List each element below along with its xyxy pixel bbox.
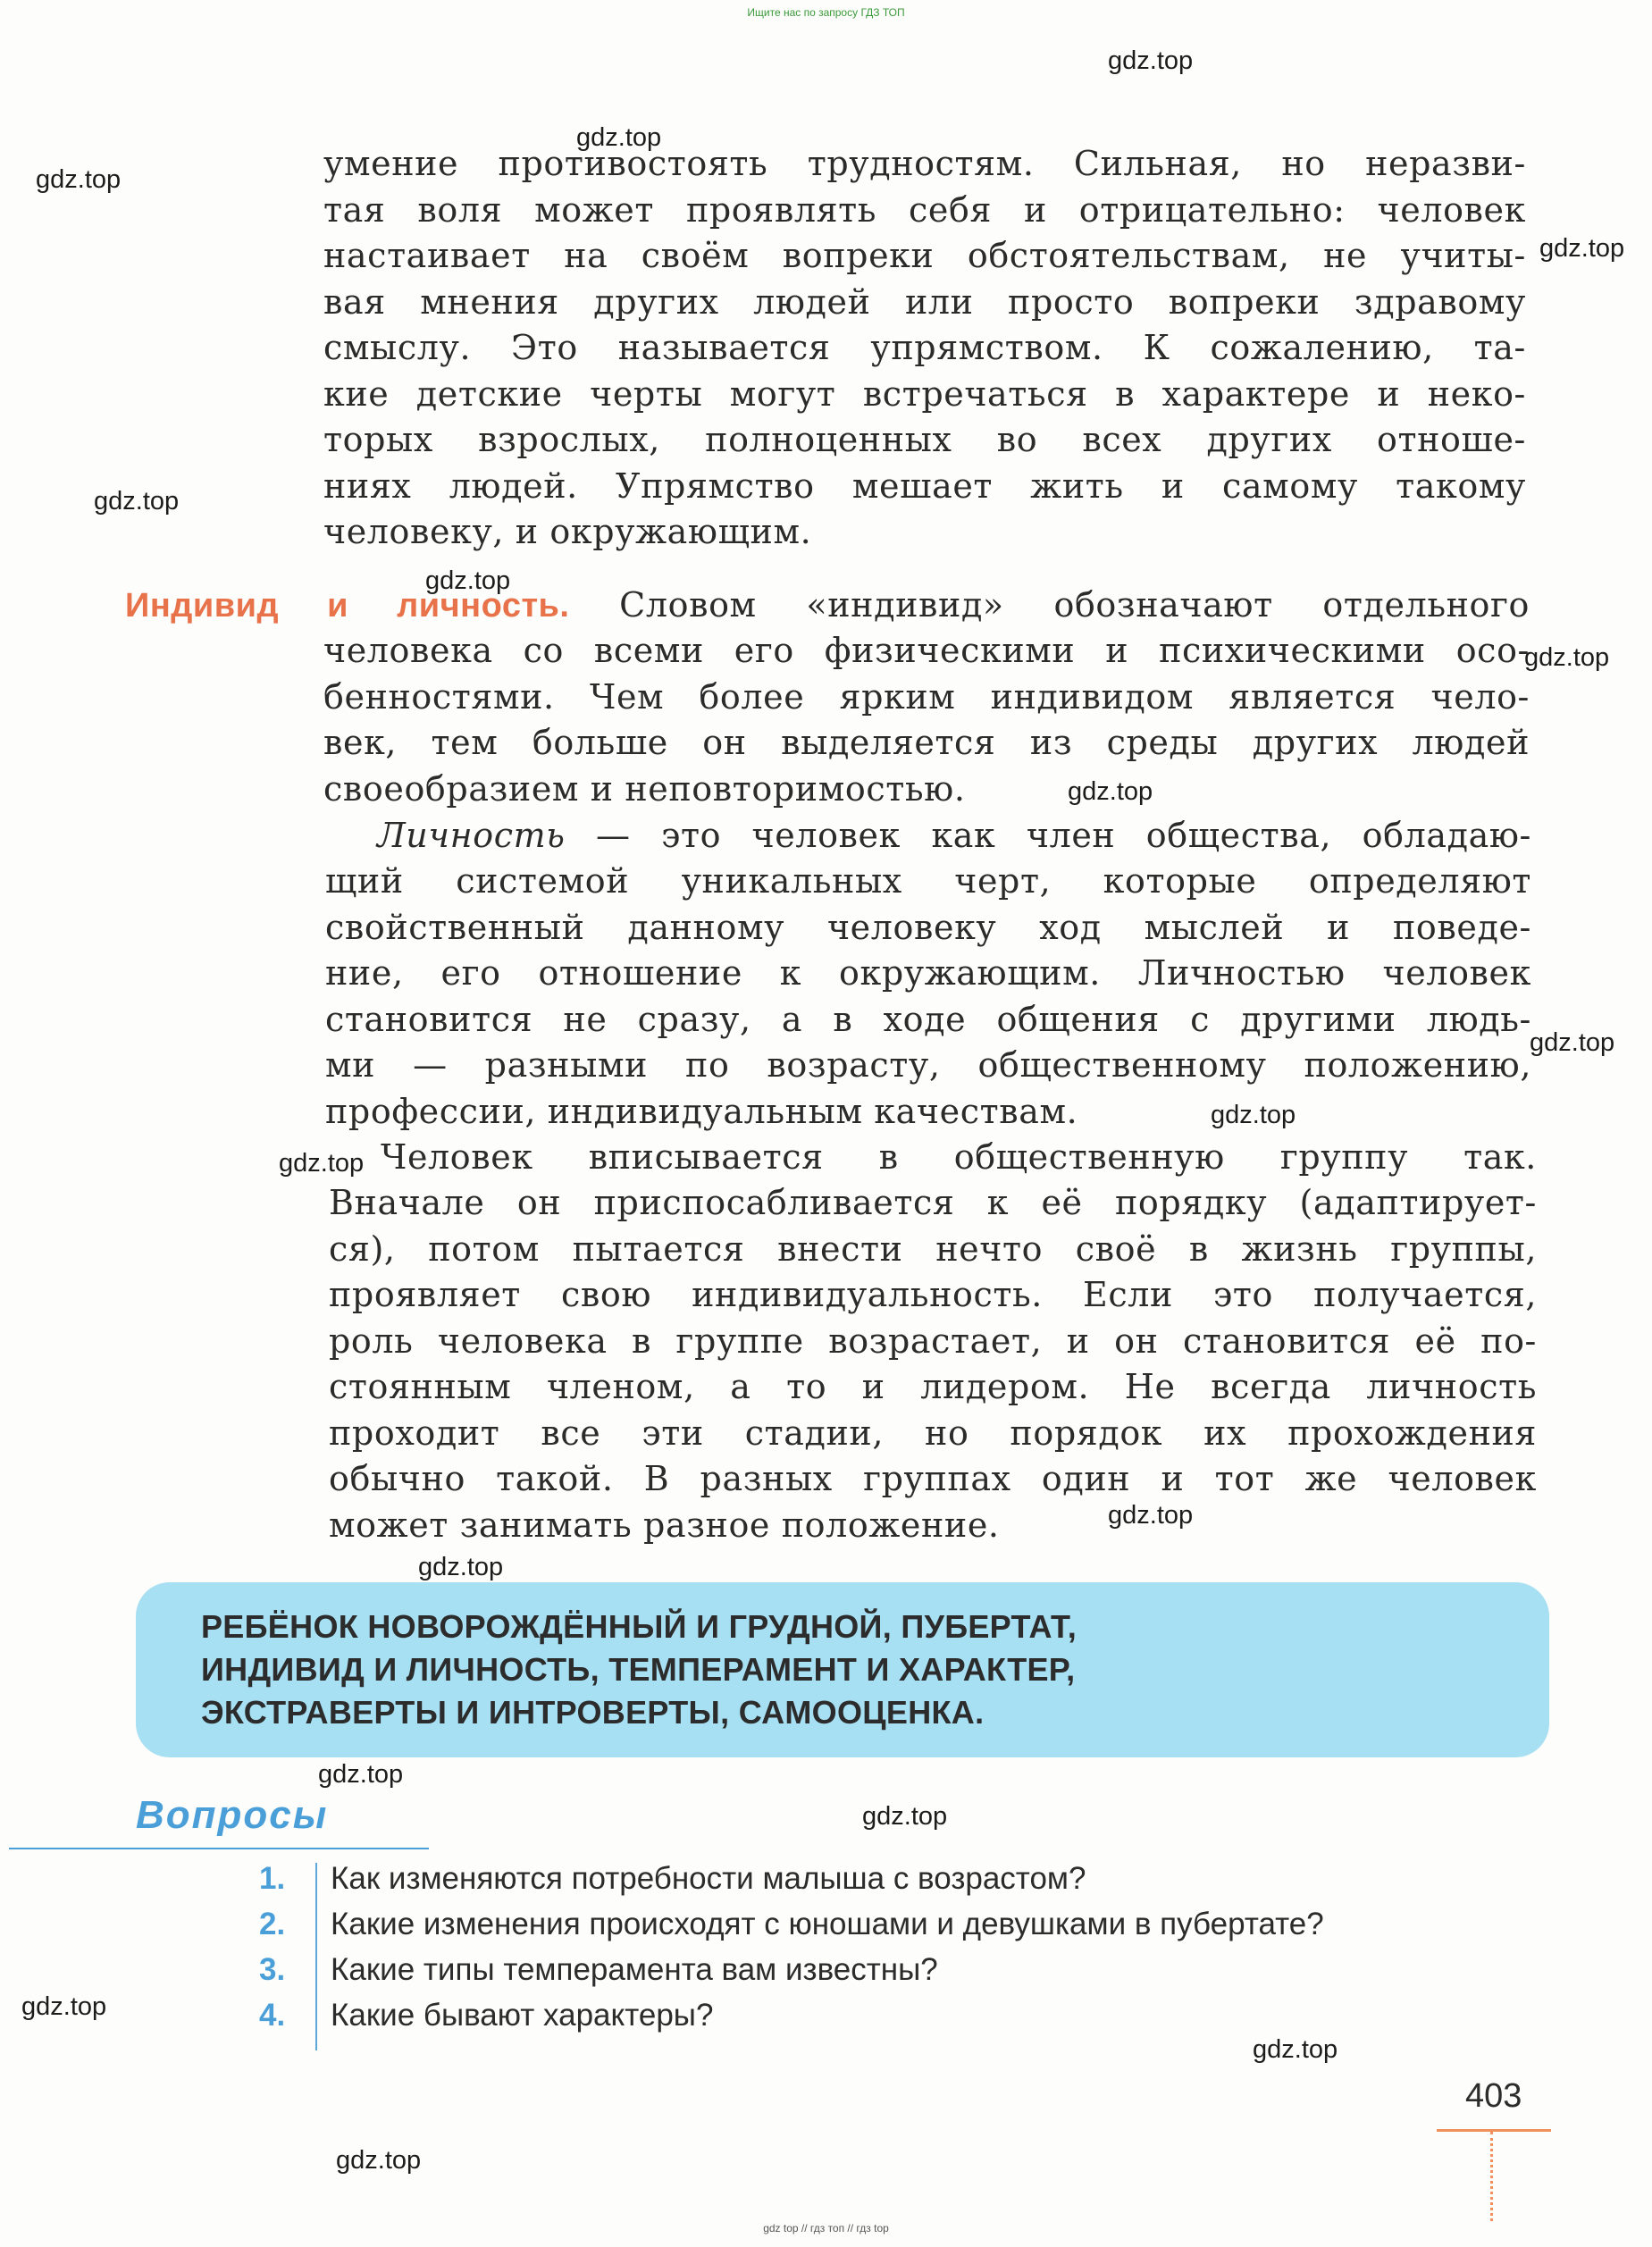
- text-line: человека со всеми его физическими и психическими осо-: [323, 631, 1530, 670]
- paragraph-personality-first: [377, 813, 1531, 859]
- question-item: [259, 1947, 1564, 1992]
- text-line: щий системой уникальных черт, которые определяют: [325, 861, 1531, 901]
- paragraph-group-first: [381, 1135, 1537, 1181]
- question-number: 4.: [259, 1998, 286, 2033]
- question-text: Какие бывают характеры?: [331, 1998, 714, 2033]
- paragraph-will: [323, 141, 1526, 556]
- question-number: 2.: [259, 1907, 286, 1941]
- bottom-banner: gdz top // гдз топ // гдз top: [763, 2222, 889, 2234]
- text-line: ми — разными по возрасту, общественному положению,: [325, 1045, 1531, 1085]
- watermark: gdz.top: [21, 1992, 107, 2021]
- text-line: становится не сразу, а в ходе общения с другими людь-: [325, 999, 1531, 1039]
- question-text: Какие изменения происходят с юношами и девушками в пубертате?: [331, 1907, 1324, 1941]
- section-heading: Индивид и личность.: [125, 587, 570, 625]
- watermark: gdz.top: [36, 165, 122, 194]
- text-line: своеобразием и неповторимостью.: [323, 768, 966, 809]
- page-number-dots: [1490, 2132, 1493, 2221]
- key-terms-line: ЭКСТРАВЕРТЫ И ИНТРОВЕРТЫ, САМООЦЕНКА.: [201, 1694, 985, 1731]
- top-banner: Ищите нас по запросу ГДЗ ТОП: [747, 6, 905, 19]
- question-number: 1.: [259, 1861, 286, 1896]
- watermark: gdz.top: [1253, 2035, 1338, 2064]
- text-line: проявляет свою индивидуальность. Если это получается,: [329, 1275, 1537, 1314]
- key-terms-line: РЕБЁНОК НОВОРОЖДЁННЫЙ И ГРУДНОЙ, ПУБЕРТАТ,: [201, 1608, 1078, 1645]
- watermark: gdz.top: [318, 1760, 404, 1789]
- watermark: gdz.top: [1108, 46, 1194, 75]
- key-terms-line: ИНДИВИД И ЛИЧНОСТЬ, ТЕМПЕРАМЕНТ И ХАРАКТЕР,: [201, 1651, 1076, 1688]
- text-line: ся), потом пытается внести нечто своё в жизнь группы,: [329, 1228, 1537, 1269]
- question-item: [259, 1856, 1564, 1901]
- text-line: кие детские черты могут встречаться в характере и неко-: [323, 373, 1526, 414]
- question-item: [259, 1901, 1564, 1947]
- watermark: gdz.top: [1108, 1501, 1194, 1530]
- watermark: gdz.top: [425, 566, 511, 595]
- text-line: проходит все эти стадии, но порядок их прохождения: [329, 1413, 1537, 1453]
- italic-term: Личность: [377, 816, 566, 855]
- watermark: gdz.top: [94, 487, 180, 516]
- section-individual: [125, 583, 1530, 630]
- text-line: смыслу. Это называется упрямством. К сожалению, та-: [323, 328, 1526, 367]
- paragraph-personality: [325, 859, 1531, 1135]
- text-line: роль человека в группе возрастает, и он становится её по-: [329, 1321, 1537, 1361]
- text-line: бенностями. Чем более ярким индивидом является чело-: [323, 676, 1530, 717]
- text-line: обычно такой. В разных группах один и тот же человек: [329, 1459, 1537, 1498]
- text-line: тая воля может проявлять себя и отрицательно: человек: [323, 189, 1526, 230]
- watermark: gdz.top: [1530, 1028, 1615, 1057]
- watermark: gdz.top: [576, 123, 662, 152]
- watermark: gdz.top: [418, 1553, 504, 1581]
- questions-list: [259, 1856, 1564, 2038]
- text-line: профессии, индивидуальным качествам.: [325, 1091, 1078, 1131]
- section-first-line: [125, 583, 1530, 630]
- page-number-rule: [1437, 2129, 1551, 2132]
- key-terms-text: [201, 1606, 1523, 1734]
- question-item: [259, 1992, 1564, 2038]
- watermark: gdz.top: [862, 1802, 948, 1831]
- text-line: Человек вписывается в общественную группу так.: [381, 1137, 1537, 1177]
- text-line: умение противостоять трудностям. Сильная, но неразви-: [323, 144, 1526, 183]
- text-line: свойственный данному человеку ход мыслей и поведе-: [325, 907, 1531, 947]
- text-line: вая мнения других людей или просто вопреки здравому: [323, 281, 1526, 322]
- text-fragment: Словом «индивид» обозначают отдельного: [569, 585, 1530, 625]
- watermark: gdz.top: [1068, 777, 1153, 806]
- question-text: Какие типы темперамента вам известны?: [331, 1952, 938, 1987]
- question-text: Как изменяются потребности малыша с возрастом?: [331, 1861, 1086, 1896]
- watermark: gdz.top: [336, 2146, 422, 2175]
- section-individual-body: [323, 628, 1530, 812]
- text-line: ниях людей. Упрямство мешает жить и самому такому: [323, 465, 1526, 506]
- paragraph-group: [329, 1180, 1537, 1548]
- text-line: [377, 813, 1531, 859]
- text-line: торых взрослых, полноценных во всех других отноше-: [323, 420, 1526, 459]
- text-line: век, тем больше он выделяется из среды других людей: [323, 723, 1530, 762]
- questions-title: Вопросы: [136, 1793, 329, 1837]
- text-line: стоянным членом, а то и лидером. Не всегда личность: [329, 1367, 1537, 1406]
- text-line: может занимать разное положение.: [329, 1505, 1000, 1545]
- text-line: ние, его отношение к окружающим. Личностью человек: [325, 953, 1531, 993]
- question-number: 3.: [259, 1952, 286, 1987]
- watermark: gdz.top: [279, 1149, 365, 1178]
- text-line: настаивает на своём вопреки обстоятельствам, не учиты-: [323, 236, 1526, 275]
- text-line: человеку, и окружающим.: [323, 512, 812, 551]
- watermark: gdz.top: [1524, 643, 1610, 672]
- watermark: gdz.top: [1539, 234, 1625, 263]
- text-fragment: — это человек как член общества, обладаю-: [565, 816, 1531, 855]
- text-line: Вначале он приспосабливается к её порядку (адаптирует-: [329, 1183, 1537, 1222]
- page-number: 403: [1465, 2077, 1522, 2115]
- questions-underline: [9, 1848, 429, 1849]
- watermark: gdz.top: [1211, 1101, 1296, 1129]
